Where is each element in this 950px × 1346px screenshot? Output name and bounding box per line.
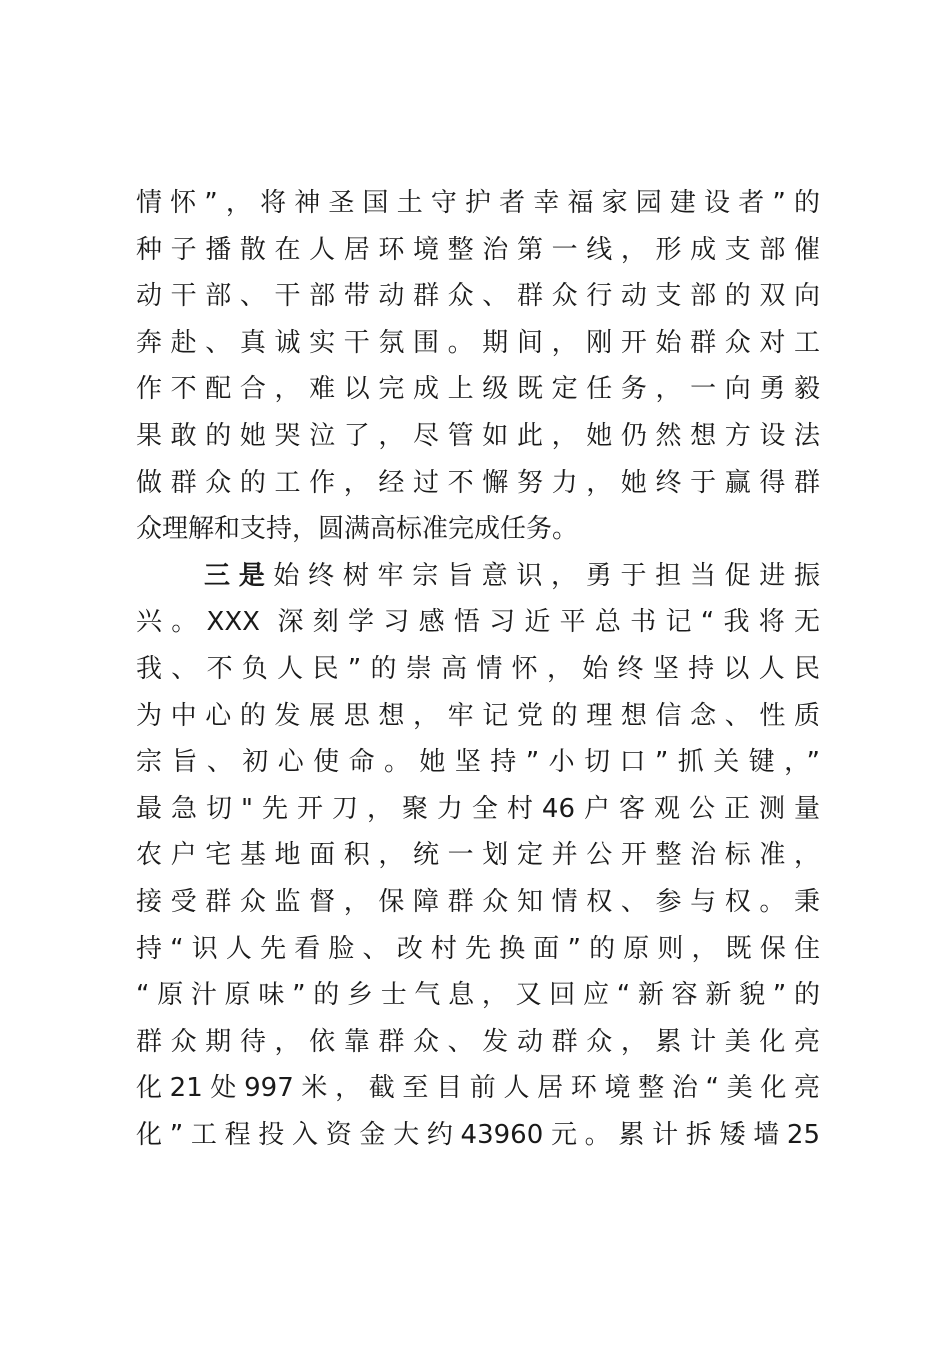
text-line: 化21处997米，截至目前人居环境整治“美化亮 bbox=[136, 1073, 820, 1104]
text-line: 我、不负人民”的崇高情怀，始终坚持以人民 bbox=[136, 653, 820, 684]
paragraph-first-line bbox=[136, 553, 820, 600]
text-line: “原汁原味”的乡士气息，又回应“新容新貌”的 bbox=[136, 980, 820, 1011]
text-line: 众理解和支持，圆满高标准完成任务。 bbox=[136, 514, 579, 545]
text-line: 奔赴、真诚实干氛围。期间，刚开始群众对工 bbox=[136, 327, 820, 358]
text-line: 果敢的她哭泣了，尽管如此，她仍然想方设法 bbox=[136, 420, 820, 451]
text-line: 持“识人先看脸、改村先换面”的原则，既保住 bbox=[136, 933, 820, 964]
text-line: 化”工程投入资金大约43960元。累计拆矮墙25 bbox=[136, 1119, 820, 1150]
text-line: 群众期待，依靠群众、发动群众，累计美化亮 bbox=[136, 1026, 820, 1057]
text-line: 情怀”，将神圣国土守护者幸福家园建设者”的 bbox=[136, 188, 820, 218]
text-line: 宗旨、初心使命。她坚持”小切口”抓关键，” bbox=[136, 747, 820, 778]
paragraph-lead-rest: 始终树牢宗旨意识，勇于担当促进振 bbox=[273, 560, 820, 591]
paragraph-lead: 三是 bbox=[204, 560, 274, 591]
text-line: 最急切"先开刀，聚力全村46户客观公正测量 bbox=[136, 793, 820, 824]
body-text bbox=[136, 180, 820, 1158]
text-line: 种子播散在人居环境整治第一线，形成支部催 bbox=[136, 234, 820, 265]
text-line: 接受群众监督，保障群众知情权、参与权。秉 bbox=[136, 886, 820, 917]
text-line: 农户宅基地面积，统一划定并公开整治标准， bbox=[136, 840, 820, 871]
text-line: 为中心的发展思想，牢记党的理想信念、性质 bbox=[136, 700, 820, 731]
text-line: 动干部、干部带动群众、群众行动支部的双向 bbox=[136, 281, 820, 312]
text-line: 兴。XXX 深刻学习感悟习近平总书记“我将无 bbox=[136, 607, 820, 638]
text-line: 做群众的工作，经过不懈努力，她终于赢得群 bbox=[136, 467, 820, 498]
text-line: 作不配合，难以完成上级既定任务，一向勇毅 bbox=[136, 374, 820, 405]
